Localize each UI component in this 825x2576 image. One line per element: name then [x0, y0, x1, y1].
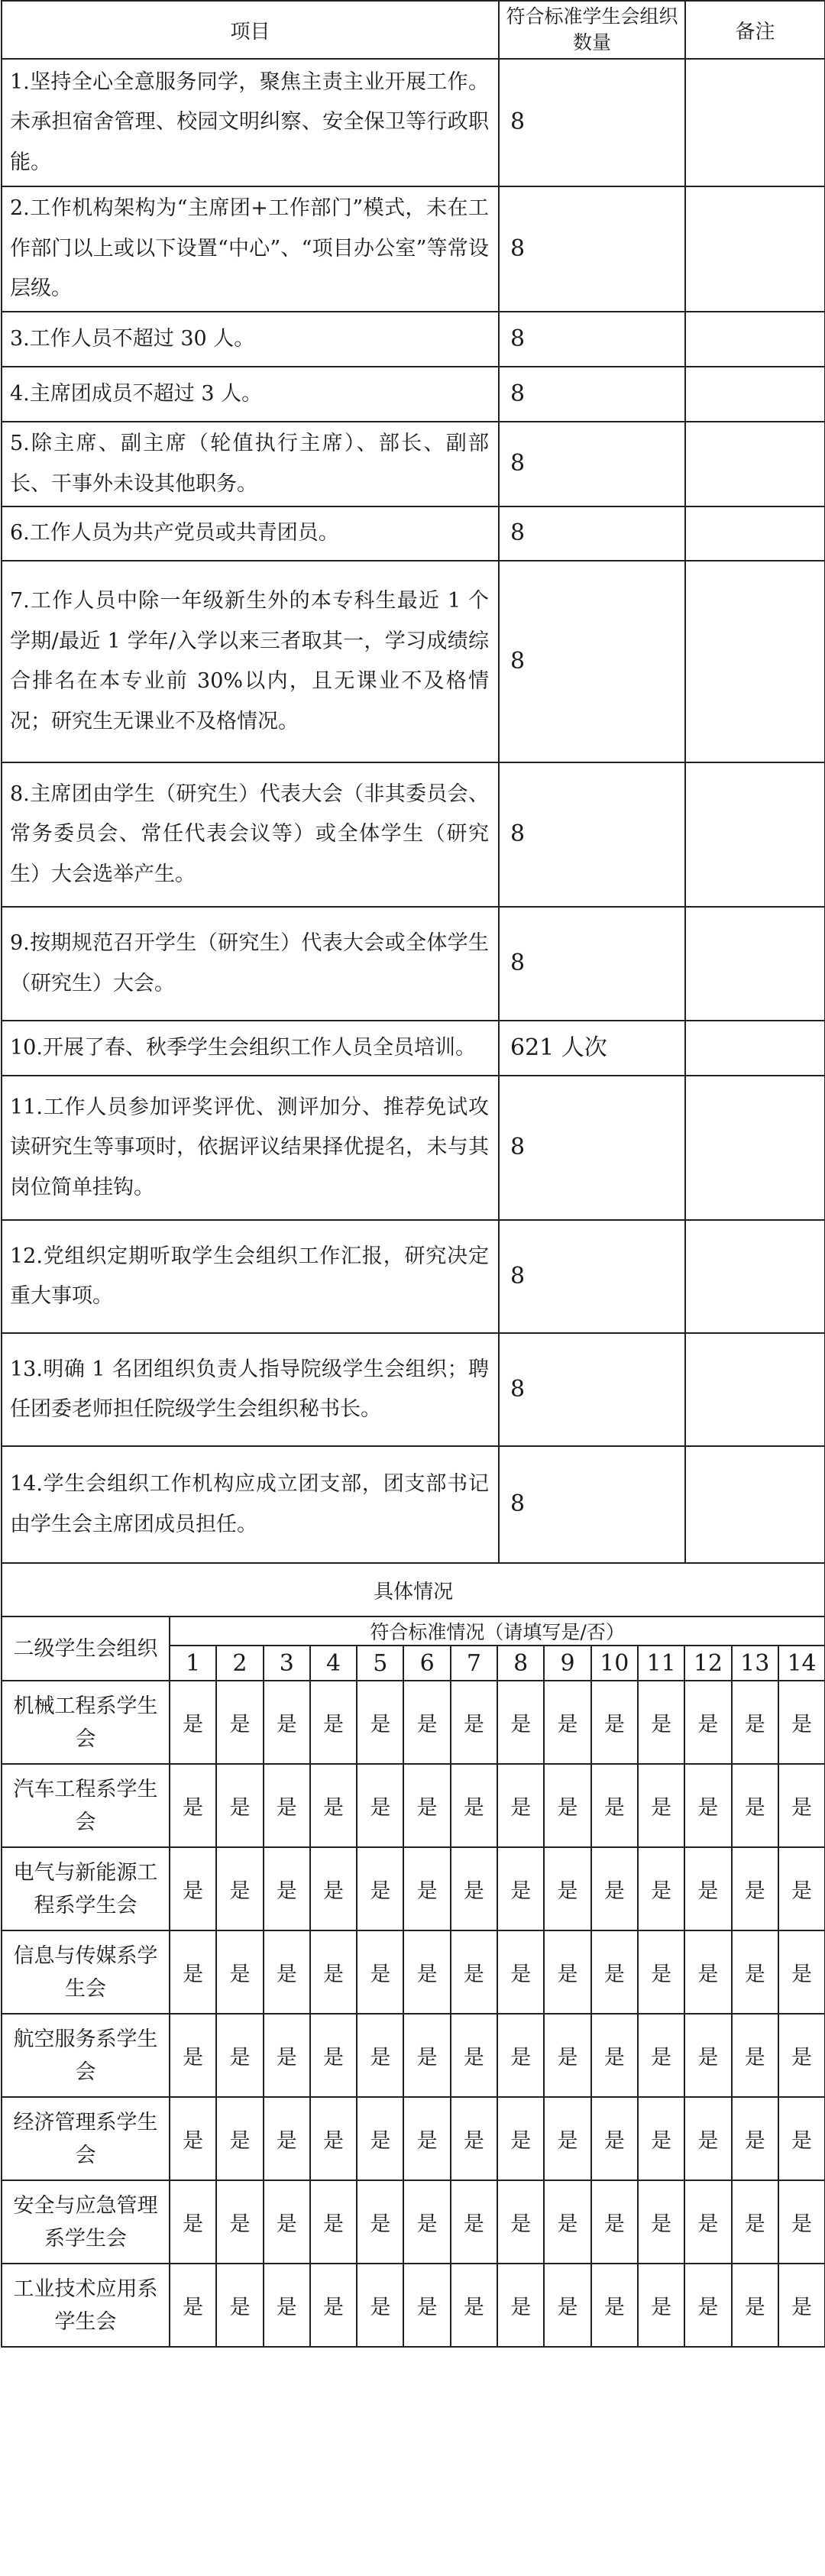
compliance-cell: 是 [170, 2264, 216, 2347]
compliance-cell: 是 [451, 2180, 497, 2264]
compliance-cell: 是 [638, 1930, 684, 2014]
compliance-cell: 是 [732, 1930, 778, 2014]
compliance-cell: 是 [778, 2264, 825, 2347]
compliance-cell: 是 [264, 2180, 310, 2264]
criteria-count: 8 [499, 561, 685, 762]
criteria-row [2, 312, 825, 367]
compliance-cell: 是 [732, 1764, 778, 1847]
criteria-text: 4.主席团成员不超过 3 人。 [2, 367, 499, 422]
criteria-header-row [2, 1, 825, 59]
criteria-text: 13.明确 1 名团组织负责人指导院级学生会组织；聘任团委老师担任院级学生会组织秘书长。 [2, 1333, 499, 1446]
org-row [2, 2180, 825, 2264]
criteria-count: 8 [499, 1446, 685, 1563]
compliance-cell: 是 [544, 1681, 590, 1764]
compliance-cell: 是 [357, 1764, 403, 1847]
compliance-cell: 是 [451, 1930, 497, 2014]
criteria-remark [685, 762, 825, 907]
compliance-cell: 是 [310, 1764, 357, 1847]
compliance-cell: 是 [591, 1764, 638, 1847]
criteria-remark [685, 59, 825, 186]
compliance-cell: 是 [638, 2014, 684, 2097]
criteria-remark [685, 186, 825, 312]
compliance-cell: 是 [264, 1681, 310, 1764]
compliance-cell: 是 [778, 1681, 825, 1764]
compliance-cell: 是 [497, 2014, 544, 2097]
compliance-cell: 是 [403, 2014, 450, 2097]
compliance-cell: 是 [544, 1930, 590, 2014]
criteria-remark [685, 422, 825, 506]
header-remark: 备注 [685, 1, 825, 59]
criteria-text: 6.工作人员为共产党员或共青团员。 [2, 506, 499, 561]
criteria-number: 13 [732, 1646, 778, 1681]
org-name: 工业技术应用系学生会 [2, 2264, 170, 2347]
org-name: 信息与传媒系学生会 [2, 1930, 170, 2014]
criteria-text: 12.党组织定期听取学生会组织工作汇报，研究决定重大事项。 [2, 1220, 499, 1333]
compliance-cell: 是 [216, 1681, 263, 1764]
compliance-cell: 是 [403, 1847, 450, 1930]
criteria-text: 3.工作人员不超过 30 人。 [2, 312, 499, 367]
compliance-cell: 是 [451, 1681, 497, 1764]
compliance-cell: 是 [451, 2014, 497, 2097]
compliance-cell: 是 [778, 2180, 825, 2264]
compliance-cell: 是 [451, 1847, 497, 1930]
compliance-cell: 是 [591, 2014, 638, 2097]
criteria-remark [685, 1076, 825, 1220]
compliance-cell: 是 [451, 1764, 497, 1847]
compliance-cell: 是 [591, 2180, 638, 2264]
criteria-number: 14 [778, 1646, 825, 1681]
compliance-cell: 是 [310, 2097, 357, 2180]
org-name: 机械工程系学生会 [2, 1681, 170, 1764]
compliance-cell: 是 [310, 2180, 357, 2264]
compliance-cell: 是 [684, 2014, 731, 2097]
compliance-cell: 是 [403, 1681, 450, 1764]
compliance-cell: 是 [170, 1847, 216, 1930]
compliance-cell: 是 [170, 1681, 216, 1764]
criteria-text: 7.工作人员中除一年级新生外的本专科生最近 1 个学期/最近 1 学年/入学以来三者取其一，学习成绩综合排名在本专业前 30%以内，且无课业不及格情况；研究生无课业不及格情况。 [2, 561, 499, 762]
compliance-cell: 是 [638, 2097, 684, 2180]
compliance-cell: 是 [684, 2097, 731, 2180]
compliance-cell: 是 [170, 2097, 216, 2180]
compliance-cell: 是 [778, 1764, 825, 1847]
compliance-cell: 是 [778, 2014, 825, 2097]
compliance-cell: 是 [497, 2264, 544, 2347]
compliance-cell: 是 [310, 1847, 357, 1930]
compliance-cell: 是 [544, 2264, 590, 2347]
header-item: 项目 [2, 1, 499, 59]
criteria-row [2, 186, 825, 312]
compliance-cell: 是 [310, 1681, 357, 1764]
compliance-cell: 是 [638, 2180, 684, 2264]
compliance-cell: 是 [638, 1847, 684, 1930]
org-name: 安全与应急管理系学生会 [2, 2180, 170, 2264]
compliance-cell: 是 [544, 1847, 590, 1930]
criteria-text: 14.学生会组织工作机构应成立团支部，团支部书记由学生会主席团成员担任。 [2, 1446, 499, 1563]
compliance-cell: 是 [357, 1847, 403, 1930]
compliance-cell: 是 [591, 2264, 638, 2347]
compliance-cell: 是 [357, 1681, 403, 1764]
criteria-count: 8 [499, 907, 685, 1021]
compliance-cell: 是 [497, 2180, 544, 2264]
org-row [2, 1764, 825, 1847]
criteria-row [2, 1446, 825, 1563]
compliance-cell: 是 [216, 1847, 263, 1930]
compliance-cell: 是 [732, 2180, 778, 2264]
compliance-cell: 是 [684, 1930, 731, 2014]
criteria-text: 5.除主席、副主席（轮值执行主席）、部长、副部长、干事外未设其他职务。 [2, 422, 499, 506]
org-row [2, 1930, 825, 2014]
compliance-cell: 是 [497, 1930, 544, 2014]
detail-table [1, 1562, 825, 2348]
criteria-number: 1 [170, 1646, 216, 1681]
criteria-row [2, 506, 825, 561]
criteria-number: 5 [357, 1646, 403, 1681]
criteria-remark [685, 907, 825, 1021]
compliance-cell: 是 [591, 1847, 638, 1930]
compliance-cell: 是 [778, 1847, 825, 1930]
criteria-text: 8.主席团由学生（研究生）代表大会（非其委员会、常务委员会、常任代表会议等）或全体学生（研究生）大会选举产生。 [2, 762, 499, 907]
org-row [2, 2264, 825, 2347]
org-name: 电气与新能源工程系学生会 [2, 1847, 170, 1930]
compliance-cell: 是 [732, 2014, 778, 2097]
org-name: 经济管理系学生会 [2, 2097, 170, 2180]
compliance-cell: 是 [638, 1681, 684, 1764]
criteria-count: 8 [499, 1333, 685, 1446]
compliance-cell: 是 [778, 1930, 825, 2014]
criteria-number: 11 [638, 1646, 684, 1681]
org-name: 汽车工程系学生会 [2, 1764, 170, 1847]
org-row [2, 2014, 825, 2097]
criteria-remark [685, 1021, 825, 1076]
compliance-cell: 是 [170, 2014, 216, 2097]
criteria-count: 8 [499, 367, 685, 422]
criteria-table [1, 0, 825, 1564]
org-row [2, 1681, 825, 1764]
criteria-remark [685, 1220, 825, 1333]
criteria-row [2, 367, 825, 422]
compliance-cell: 是 [591, 2097, 638, 2180]
org-row [2, 2097, 825, 2180]
compliance-cell: 是 [497, 1764, 544, 1847]
criteria-row [2, 1021, 825, 1076]
compliance-cell: 是 [732, 2097, 778, 2180]
criteria-row [2, 422, 825, 506]
compliance-cell: 是 [544, 2014, 590, 2097]
compliance-cell: 是 [403, 2264, 450, 2347]
compliance-cell: 是 [497, 2097, 544, 2180]
compliance-cell: 是 [264, 1764, 310, 1847]
compliance-cell: 是 [451, 2264, 497, 2347]
criteria-remark [685, 506, 825, 561]
criteria-count: 621 人次 [499, 1021, 685, 1076]
criteria-count: 8 [499, 186, 685, 312]
compliance-cell: 是 [264, 2014, 310, 2097]
compliance-cell: 是 [591, 1930, 638, 2014]
compliance-cell: 是 [403, 2180, 450, 2264]
compliance-cell: 是 [357, 1930, 403, 2014]
compliance-cell: 是 [310, 2014, 357, 2097]
compliance-cell: 是 [451, 2097, 497, 2180]
compliance-cell: 是 [497, 1847, 544, 1930]
compliance-cell: 是 [357, 2264, 403, 2347]
compliance-cell: 是 [544, 2180, 590, 2264]
criteria-row [2, 762, 825, 907]
detail-title-row [2, 1563, 825, 1616]
compliance-cell: 是 [170, 1764, 216, 1847]
compliance-cell: 是 [310, 2264, 357, 2347]
compliance-cell: 是 [778, 2097, 825, 2180]
compliance-header: 符合标准情况（请填写是/否） [170, 1616, 825, 1646]
compliance-cell: 是 [684, 2264, 731, 2347]
criteria-count: 8 [499, 312, 685, 367]
criteria-text: 1.坚持全心全意服务同学，聚焦主责主业开展工作。未承担宿舍管理、校园文明纠察、安全保卫等行政职能。 [2, 59, 499, 186]
compliance-cell: 是 [216, 2264, 263, 2347]
compliance-cell: 是 [264, 2264, 310, 2347]
criteria-count: 8 [499, 506, 685, 561]
compliance-cell: 是 [403, 1764, 450, 1847]
criteria-count: 8 [499, 422, 685, 506]
compliance-cell: 是 [216, 2180, 263, 2264]
compliance-cell: 是 [216, 2014, 263, 2097]
compliance-cell: 是 [591, 1681, 638, 1764]
criteria-remark [685, 367, 825, 422]
criteria-row [2, 561, 825, 762]
criteria-text: 11.工作人员参加评奖评优、测评加分、推荐免试攻读研究生等事项时，依据评议结果择优提名，未与其岗位简单挂钩。 [2, 1076, 499, 1220]
header-count: 符合标准学生会组织数量 [499, 1, 685, 59]
criteria-row [2, 907, 825, 1021]
criteria-remark [685, 1446, 825, 1563]
compliance-cell: 是 [638, 1764, 684, 1847]
compliance-cell: 是 [357, 2180, 403, 2264]
compliance-cell: 是 [497, 1681, 544, 1764]
criteria-row [2, 1333, 825, 1446]
criteria-count: 8 [499, 1220, 685, 1333]
compliance-cell: 是 [732, 1681, 778, 1764]
compliance-cell: 是 [403, 1930, 450, 2014]
compliance-cell: 是 [732, 2264, 778, 2347]
compliance-cell: 是 [732, 1847, 778, 1930]
org-name: 航空服务系学生会 [2, 2014, 170, 2097]
org-row [2, 1847, 825, 1930]
criteria-row [2, 1220, 825, 1333]
detail-title: 具体情况 [2, 1563, 825, 1616]
compliance-cell: 是 [264, 2097, 310, 2180]
criteria-text: 2.工作机构架构为“主席团+工作部门”模式，未在工作部门以上或以下设置“中心”、“项目办公室”等常设层级。 [2, 186, 499, 312]
criteria-count: 8 [499, 59, 685, 186]
compliance-cell: 是 [216, 1930, 263, 2014]
compliance-cell: 是 [170, 1930, 216, 2014]
compliance-cell: 是 [264, 1930, 310, 2014]
criteria-number: 8 [497, 1646, 544, 1681]
compliance-cell: 是 [544, 1764, 590, 1847]
criteria-number: 6 [403, 1646, 450, 1681]
compliance-cell: 是 [216, 1764, 263, 1847]
criteria-remark [685, 312, 825, 367]
criteria-count: 8 [499, 762, 685, 907]
compliance-cell: 是 [638, 2264, 684, 2347]
compliance-cell: 是 [403, 2097, 450, 2180]
compliance-cell: 是 [170, 2180, 216, 2264]
criteria-row [2, 1076, 825, 1220]
compliance-cell: 是 [544, 2097, 590, 2180]
compliance-cell: 是 [357, 2097, 403, 2180]
compliance-cell: 是 [310, 1930, 357, 2014]
detail-subheader-row [2, 1616, 825, 1646]
criteria-text: 9.按期规范召开学生（研究生）代表大会或全体学生（研究生）大会。 [2, 907, 499, 1021]
compliance-cell: 是 [216, 2097, 263, 2180]
compliance-cell: 是 [684, 2180, 731, 2264]
criteria-number: 4 [310, 1646, 357, 1681]
org-header: 二级学生会组织 [2, 1616, 170, 1681]
criteria-number: 9 [544, 1646, 590, 1681]
criteria-text: 10.开展了春、秋季学生会组织工作人员全员培训。 [2, 1021, 499, 1076]
criteria-number: 2 [216, 1646, 263, 1681]
compliance-cell: 是 [264, 1847, 310, 1930]
compliance-cell: 是 [684, 1847, 731, 1930]
criteria-number: 12 [684, 1646, 731, 1681]
criteria-number: 3 [264, 1646, 310, 1681]
criteria-remark [685, 561, 825, 762]
criteria-number: 7 [451, 1646, 497, 1681]
criteria-row [2, 59, 825, 186]
criteria-count: 8 [499, 1076, 685, 1220]
criteria-remark [685, 1333, 825, 1446]
criteria-number: 10 [591, 1646, 638, 1681]
compliance-cell: 是 [684, 1764, 731, 1847]
compliance-cell: 是 [357, 2014, 403, 2097]
compliance-cell: 是 [684, 1681, 731, 1764]
